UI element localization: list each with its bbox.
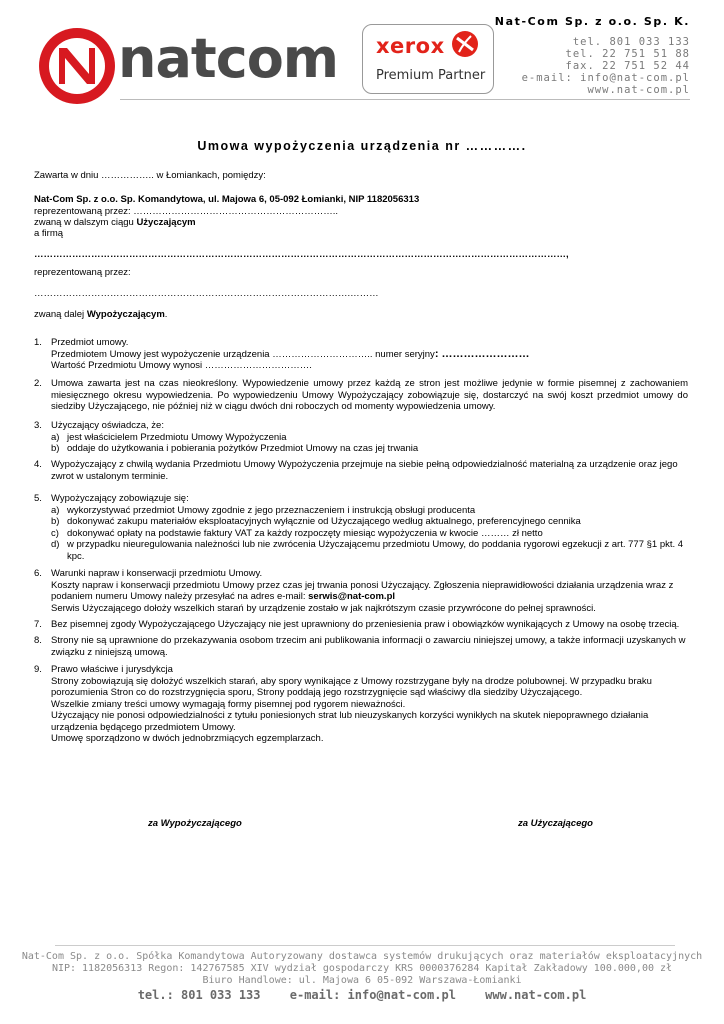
party1-representative: reprezentowaną przez: ……………………………………………………….. (34, 206, 339, 217)
natcom-logo-icon (37, 26, 117, 106)
party2-called: zwaną dalej Wypożyczającym. (34, 309, 168, 320)
document-title: Umowa wypożyczenia urządzenia nr …………. (197, 139, 527, 153)
party1-name: Nat-Com Sp. z o.o. Sp. Komandytowa, ul. Majowa 6, 05-092 Łomianki, NIP 1182056313 (34, 194, 420, 205)
clause-8: 8. Strony nie są uprawnione do przekazywania osobom trzecim ani publikowania informacji o zawarciu niniejszej umowy, a także informacji uzyskanych w związku z niniejszą umową. (34, 635, 686, 658)
clause-6: 6. Warunki napraw i konserwacji przedmiotu Umowy. Koszty napraw i konserwacji przedmiotu Umowy przez czas jej trwania ponosi Użyczający. Zgłoszenia nieprawidłowości działania urządzenia wraz z podaniem numeru Umowy należy przesyłać na adres e-mail: serwis@nat-com.pl Serwis Użyczającego dołoży wszelkich starań by urządzenie zostało w jak najkrótszym czasie przywrócone do pełnej sprawności. (34, 568, 674, 614)
party1-called: zwaną w dalszym ciągu Użyczającym (34, 217, 196, 228)
footer-contacts (0, 988, 724, 1002)
clause-1: 1. Przedmiot umowy. Przedmiotem Umowy jest wypożyczenie urządzenia ………………………….. numer seryjny: …………………… Wartość Przedmiotu Umowy wynosi ……………………………. (34, 337, 530, 371)
contact-tel-2: tel. 22 751 51 88 (565, 48, 690, 60)
clause-4: 4. Wypożyczający z chwilą wydania Przedmiotu Umowy Wypożyczenia przejmuje na siebie pełną odpowiedzialność materialną za urządzenie oraz jego zwrot w ustalonym terminie. (34, 459, 678, 482)
footer-email: e-mail: info@nat-com.pl (289, 988, 456, 1002)
contact-www: www.nat-com.pl (587, 84, 690, 96)
footer-www: www.nat-com.pl (485, 988, 587, 1002)
clause-9: 9. Prawo właściwe i jurysdykcja Strony zobowiązują się dołożyć wszelkich starań, aby spory wynikające z Umowy rozstrzygane były na drodze polubownej. W przypadku braku porozumienia Stron co do rozstrzygnięcia sporu, Strony poddają jego rozstrzygnięcie sąd właściwy dla siedziby Użyczającego. Wszelkie zmiany treści umowy wymagają formy pisemnej pod rygorem nieważności. Użyczający nie ponosi odpowiedzialności z tytułu poniesionych strat lub nieuzyskanych korzyści wynikłych na skutek niepoprawnego działania urządzenia będącego przedmiotem Umowy. Umowę sporządzono w dwóch jednobrzmiących egzemplarzach. (34, 664, 652, 744)
footer-office: Biuro Handlowe: ul. Majowa 6 05-092 Warszawa-Łomianki (202, 975, 522, 986)
xerox-logo-text: xerox (376, 34, 445, 58)
footer-divider (55, 945, 675, 946)
contact-tel-1: tel. 801 033 133 (572, 36, 690, 48)
footer-company: Nat-Com Sp. z o.o. Spółka Komandytowa Autoryzowany dostawca systemów drukujących oraz materiałów eksploatacyjnych (21, 951, 703, 962)
company-name: Nat-Com Sp. z o.o. Sp. K. (494, 15, 690, 28)
contact-email: e-mail: info@nat-com.pl (521, 72, 690, 84)
signature-borrower: za Wypożyczającego (148, 818, 242, 829)
signature-lender: za Użyczającego (518, 818, 593, 829)
clause-2: 2. Umowa zawarta jest na czas nieokreślony. Wypowiedzenie umowy przez każdą ze stron jest możliwe jedynie w formie pisemnej z zachowaniem miesięcznego okresu wypowiedzenia. Po wypowiedzeniu Umowy Wypożyczający zobowiązuje się, dostarczyć na swój koszt przedmiot umowy do siedziby Użyczającego, nie później niż w ciągu dwóch dni roboczych od momenty wypowiedzenia umowy. (34, 378, 688, 412)
clause-7: 7. Bez pisemnej zgody Wypożyczającego Użyczający nie jest uprawniony do przeniesienia praw i obowiązków wynikających z Umowy na osobę trzecią. (34, 619, 680, 630)
xerox-sphere-icon (451, 30, 479, 58)
service-email: serwis@nat-com.pl (308, 591, 396, 602)
premium-partner-label: Premium Partner (376, 68, 486, 83)
party2-representative: reprezentowaną przez: (34, 267, 131, 278)
clause-5: 5. Wypożyczający zobowiązuje się: a) wykorzystywać przedmiot Umowy zgodnie z jego przeznaczeniem i instrukcją obsługi producenta b) dokonywać zakupu materiałów eksploatacyjnych wyłącznie od Użyczającego według aktualnego, preferencyjnego cennika c) dokonywać opłaty na podstawie faktury VAT za każdy rozpoczęty miesiąc wypożyczenia w kwocie ……… zł netto d) w przypadku nieuregulowania należności lub nie zwrócenia Użyczającemu przedmiotu Umowy, do poddania rygorowi egzekucji z art. 777 §1 pkt. 4 kpc. (34, 493, 684, 562)
footer-registration: NIP: 1182056313 Regon: 142767585 XIV wydział gospodarczy KRS 0000376284 Kapitał Zakładowy 100.000,00 zł (51, 963, 673, 974)
date-line: Zawarta w dniu …………….. w Łomiankach, pomiędzy: (34, 170, 266, 181)
contact-fax: fax. 22 751 52 44 (565, 60, 690, 72)
footer-tel: tel.: 801 033 133 (137, 988, 261, 1002)
header-divider (120, 99, 690, 100)
party2-dots: ……………………………………………………………………………………….……… (34, 288, 379, 299)
and-company: a firmą (34, 228, 64, 239)
company-dots-line: ……………………………………………………………………………………………………………………………………………………, (34, 249, 569, 260)
clause-3: 3. Użyczający oświadcza, że: a) jest właścicielem Przedmiotu Umowy Wypożyczenia b) oddaje do użytkowania i pobierania pożytków Przedmiot Umowy na czas jej trwania (34, 420, 419, 454)
natcom-logo-text: natcom (118, 27, 339, 90)
